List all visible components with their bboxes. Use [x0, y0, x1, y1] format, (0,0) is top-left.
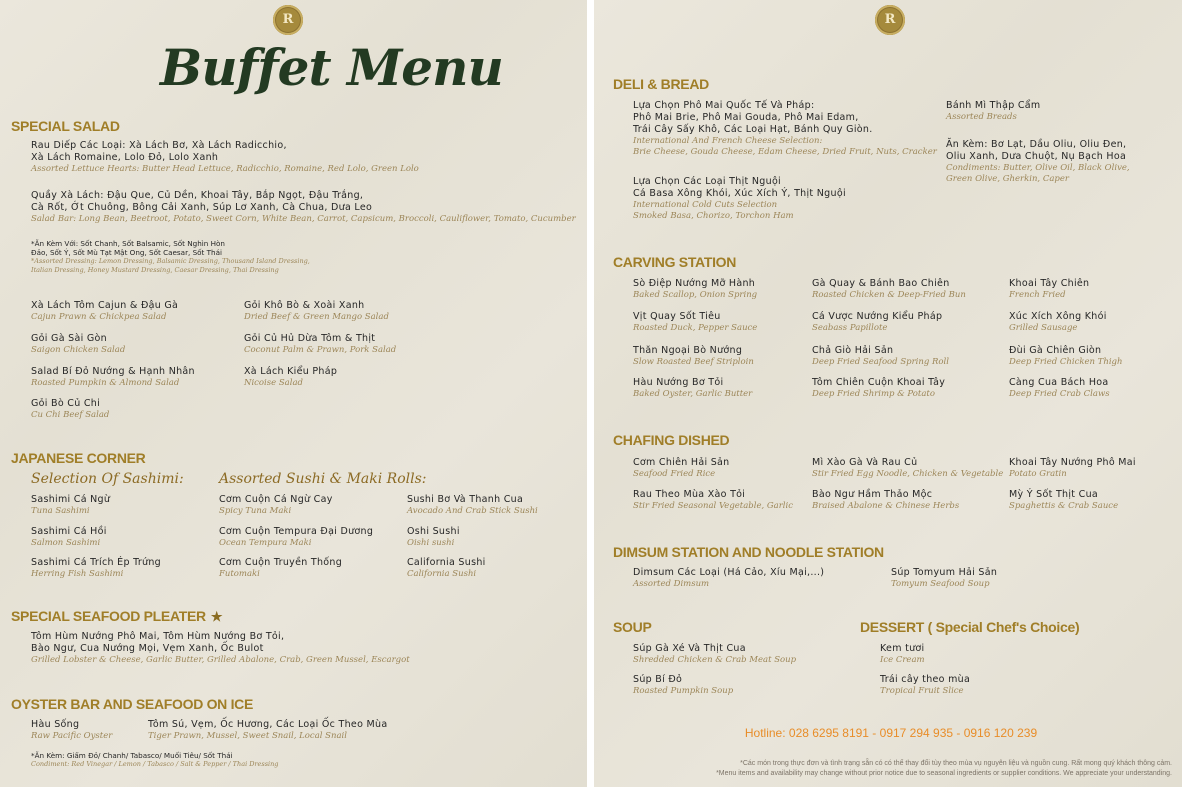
- subheading-sashimi: Selection Of Sashimi:: [31, 471, 184, 487]
- item-name: Lựa Chọn Các Loại Thịt Nguội Cá Basa Xông Khói, Xúc Xích Ý, Thịt Nguội: [633, 176, 846, 199]
- item-english: Roasted Chicken & Deep-Fried Bun: [812, 290, 966, 300]
- item-name: Rau Theo Mùa Xào Tỏi: [633, 489, 746, 500]
- menu-page-right: [594, 0, 1182, 787]
- item-english: Nicoise Salad: [244, 378, 303, 388]
- menu-item: [812, 457, 1003, 480]
- item-english: French Fried: [1009, 290, 1066, 300]
- item-name: Salad Bí Đỏ Nướng & Hạnh Nhân: [31, 366, 195, 377]
- item-english: Spaghettis & Crab Sauce: [1009, 501, 1119, 511]
- menu-item: [812, 489, 959, 512]
- salad-group-dressing: [31, 239, 310, 274]
- item-name: Sashimi Cá Hồi: [31, 526, 107, 537]
- menu-item: [31, 333, 125, 356]
- item-english: Cu Chi Beef Salad: [31, 410, 110, 420]
- menu-item: [633, 377, 752, 400]
- item-english: Salmon Sashimi: [31, 538, 101, 548]
- menu-item: [31, 366, 195, 389]
- menu-item: [812, 377, 945, 400]
- item-name: Kem tươi: [880, 643, 925, 654]
- item-english: Condiment: Red Vinegar / Lemon / Tabasco / Salt & Pepper / Thai Dressing: [31, 760, 279, 768]
- item-name: Sashimi Cá Ngừ: [31, 494, 111, 505]
- item-english: Dried Beef & Green Mango Salad: [244, 312, 389, 322]
- menu-item: [880, 643, 925, 666]
- menu-item: [946, 139, 1130, 185]
- item-english: International And French Cheese Selection: Brie Cheese, Gouda Cheese, Edam Cheese, Dried Fruit, Nuts, Cracker: [633, 136, 937, 157]
- item-name: Chả Giò Hải Sản: [812, 345, 894, 356]
- item-name: Súp Bí Đỏ: [633, 674, 683, 685]
- restaurant-logo: R: [875, 5, 905, 35]
- menu-item: [633, 100, 937, 158]
- section-heading-seafood-pleater: [11, 607, 222, 626]
- item-english: Cajun Prawn & Chickpea Salad: [31, 312, 167, 322]
- menu-item: [633, 643, 796, 666]
- menu-item: [148, 719, 387, 742]
- item-name: Bào Ngư Hầm Thảo Mộc: [812, 489, 933, 500]
- item-name: Cơm Cuộn Truyền Thống: [219, 557, 343, 568]
- item-name: Vịt Quay Sốt Tiêu: [633, 311, 721, 322]
- item-english: Tuna Sashimi: [31, 506, 90, 516]
- item-english: Condiments: Butter, Olive Oil, Black Olive, Green Olive, Gherkin, Caper: [946, 163, 1130, 184]
- item-name: Khoai Tây Nướng Phô Mai: [1009, 457, 1136, 468]
- item-name: Súp Gà Xé Và Thịt Cua: [633, 643, 746, 654]
- item-english: Grilled Sausage: [1009, 323, 1078, 333]
- item-name: Gỏi Bò Củ Chi: [31, 398, 101, 409]
- item-english: Tiger Prawn, Mussel, Sweet Snail, Local Snail: [148, 731, 347, 741]
- item-english: California Sushi: [407, 569, 477, 579]
- item-english: Saigon Chicken Salad: [31, 345, 126, 355]
- section-heading-text: SPECIAL SEAFOOD PLEATER: [11, 608, 206, 624]
- item-name: Quầy Xà Lách: Đậu Que, Củ Dền, Khoai Tây, Bắp Ngọt, Đậu Trắng, Cà Rốt, Ớt Chuông, Bông Cải Xanh, Súp Lơ Xanh, Cà Chua, Dưa Leo: [31, 190, 373, 213]
- menu-item: [891, 567, 997, 590]
- item-english: Raw Pacific Oyster: [31, 731, 113, 741]
- item-name: Oshi Sushi: [407, 526, 460, 537]
- salad-group-salad-bar: [31, 190, 576, 225]
- item-english: Potato Gratin: [1009, 469, 1067, 479]
- item-name: *Ăn Kèm Với: Sốt Chanh, Sốt Balsamic, Sốt Nghìn Hòn Đảo, Sốt Ý, Sốt Mù Tạt Mật Ong, Sốt Caesar, Sốt Thái: [31, 239, 225, 257]
- section-heading-chafing-dished: CHAFING DISHED: [613, 432, 730, 448]
- item-name: Trái cây theo mùa: [880, 674, 971, 685]
- item-english: Assorted Breads: [946, 112, 1017, 122]
- item-english: Grilled Lobster & Cheese, Garlic Butter, Grilled Abalone, Crab, Green Mussel, Escargot: [31, 655, 410, 665]
- subheading-sushi-maki: Assorted Sushi & Maki Rolls:: [219, 471, 427, 487]
- item-name: Ăn Kèm: Bơ Lạt, Dầu Oliu, Oliu Đen, Oliu Xanh, Dưa Chuột, Nụ Bạch Hoa: [946, 139, 1127, 162]
- item-name: Gỏi Củ Hủ Dừa Tôm & Thịt: [244, 333, 376, 344]
- section-heading-carving-station: CARVING STATION: [613, 254, 737, 270]
- menu-item: [407, 557, 486, 580]
- menu-item: [633, 457, 730, 480]
- item-name: Cơm Chiên Hải Sản: [633, 457, 730, 468]
- item-name: Lựa Chọn Phô Mai Quốc Tế Và Pháp: Phô Mai Brie, Phô Mai Gouda, Phô Mai Edam, Trái Cây Sấy Khô, Các Loại Hạt, Bánh Quy Giòn.: [633, 100, 873, 135]
- item-name: Tôm Chiên Cuộn Khoai Tây: [812, 377, 946, 388]
- menu-item: [1009, 278, 1089, 301]
- menu-title: Buffet Menu: [160, 38, 503, 97]
- menu-item: [244, 366, 337, 389]
- menu-item: [633, 278, 757, 301]
- menu-item: [219, 557, 342, 580]
- section-heading-deli-bread: DELI & BREAD: [613, 76, 709, 92]
- item-name: Bánh Mì Thập Cẩm: [946, 100, 1041, 111]
- item-name: Hàu Sống: [31, 719, 80, 730]
- menu-item: [219, 494, 333, 517]
- item-name: Gỏi Khô Bò & Xoài Xanh: [244, 300, 365, 311]
- section-heading-dessert: DESSERT ( Special Chef's Choice): [860, 619, 1080, 635]
- menu-page-left: [0, 0, 587, 787]
- item-name: Gà Quay & Bánh Bao Chiên: [812, 278, 950, 289]
- menu-item: [1009, 311, 1107, 334]
- item-name: Rau Diếp Các Loại: Xà Lách Bơ, Xà Lách Radicchio, Xà Lách Romaine, Lolo Đỏ, Lolo Xanh: [31, 140, 287, 163]
- item-name: Sashimi Cá Trích Ép Trứng: [31, 557, 162, 568]
- hotline: Hotline: 028 6295 8191 - 0917 294 935 - 0916 120 239: [744, 726, 1038, 740]
- item-english: Ice Cream: [880, 655, 925, 665]
- item-english: Slow Roasted Beef Striploin: [633, 357, 754, 367]
- section-heading-soup: SOUP: [613, 619, 652, 635]
- item-english: Braised Abalone & Chinese Herbs: [812, 501, 960, 511]
- seafood-pleater-item: [31, 631, 410, 666]
- item-english: Baked Scallop, Onion Spring: [633, 290, 758, 300]
- item-name: *Ăn Kèm: Giấm Đỏ/ Chanh/ Tabasco/ Muối Tiêu/ Sốt Thái: [31, 751, 233, 760]
- menu-item: [31, 719, 112, 742]
- item-english: Seafood Fried Rice: [633, 469, 716, 479]
- menu-item: [812, 311, 942, 334]
- menu-item: [1009, 345, 1122, 368]
- item-name: Mỳ Ý Sốt Thịt Cua: [1009, 489, 1099, 500]
- item-english: Assorted Dimsum: [633, 579, 710, 589]
- item-name: Mì Xào Gà Và Rau Củ: [812, 457, 918, 468]
- item-name: Tôm Sú, Vẹm, Ốc Hương, Các Loại Ốc Theo Mùa: [148, 719, 388, 730]
- menu-item: [633, 176, 846, 222]
- item-english: Coconut Palm & Prawn, Pork Salad: [244, 345, 397, 355]
- item-name: Xà Lách Kiểu Pháp: [244, 366, 338, 377]
- item-english: Roasted Pumpkin Soup: [633, 686, 734, 696]
- section-heading-japanese-corner: JAPANESE CORNER: [11, 450, 146, 466]
- item-english: Salad Bar: Long Bean, Beetroot, Potato, Sweet Corn, White Bean, Carrot, Capsicum, Broccoli, Cauliflower, Tomato, Cucumber: [31, 214, 576, 224]
- menu-item: [219, 526, 373, 549]
- item-english: Tomyum Seafood Soup: [891, 579, 990, 589]
- menu-item: [812, 345, 949, 368]
- menu-item: [812, 278, 966, 301]
- item-name: Cơm Cuộn Cá Ngừ Cay: [219, 494, 333, 505]
- item-english: Stir Fried Seasonal Vegetable, Garlic: [633, 501, 793, 511]
- menu-item: [633, 489, 793, 512]
- item-english: Herring Fish Sashimi: [31, 569, 124, 579]
- menu-item: [407, 494, 538, 517]
- menu-item: [633, 674, 733, 697]
- salad-group-lettuce: [31, 140, 419, 175]
- section-heading-oyster-bar: OYSTER BAR AND SEAFOOD ON ICE: [11, 696, 254, 712]
- item-name: Tôm Hùm Nướng Phô Mai, Tôm Hùm Nướng Bơ Tỏi, Bào Ngư, Cua Nướng Mọi, Vẹm Xanh, Ốc Bulot: [31, 631, 285, 654]
- section-heading-special-salad: SPECIAL SALAD: [11, 118, 120, 134]
- menu-item: [1009, 377, 1110, 400]
- availability-note-english: *Menu items and availability may change without prior notice due to seasonal ingredients or supplier conditions. We appreciate your understanding.: [716, 770, 1172, 777]
- item-english: Baked Oyster, Garlic Butter: [633, 389, 753, 399]
- item-name: Khoai Tây Chiên: [1009, 278, 1090, 289]
- item-name: Cá Vược Nướng Kiểu Pháp: [812, 311, 943, 322]
- menu-item: [1009, 489, 1118, 512]
- item-name: Sò Điệp Nướng Mỡ Hành: [633, 278, 756, 289]
- restaurant-logo: R: [273, 5, 303, 35]
- menu-item: [407, 526, 460, 549]
- item-english: Deep Fried Chicken Thigh: [1009, 357, 1123, 367]
- menu-item: [880, 674, 970, 697]
- item-name: Xúc Xích Xông Khói: [1009, 311, 1107, 322]
- item-english: Spicy Tuna Maki: [219, 506, 292, 516]
- section-heading-dimsum-noodle: DIMSUM STATION AND NOODLE STATION: [613, 544, 884, 560]
- item-name: Cơm Cuộn Tempura Đại Dương: [219, 526, 374, 537]
- item-name: Càng Cua Bách Hoa: [1009, 377, 1109, 388]
- item-english: Avocado And Crab Stick Sushi: [407, 506, 538, 516]
- item-english: Deep Fried Crab Claws: [1009, 389, 1110, 399]
- item-english: Shredded Chicken & Crab Meat Soup: [633, 655, 797, 665]
- menu-item: [946, 100, 1040, 123]
- item-name: Gỏi Gà Sài Gòn: [31, 333, 107, 344]
- item-name: Sushi Bơ Và Thanh Cua: [407, 494, 524, 505]
- item-english: Deep Fried Seafood Spring Roll: [812, 357, 949, 367]
- item-english: International Cold Cuts Selection Smoked Basa, Chorizo, Torchon Ham: [633, 200, 794, 221]
- menu-item: [1009, 457, 1136, 480]
- item-english: Ocean Tempura Maki: [219, 538, 312, 548]
- item-name: Súp Tomyum Hải Sản: [891, 567, 998, 578]
- item-english: Deep Fried Shrimp & Potato: [812, 389, 935, 399]
- menu-item: [31, 557, 161, 580]
- item-english: Roasted Pumpkin & Almond Salad: [31, 378, 180, 388]
- item-name: Hàu Nướng Bơ Tỏi: [633, 377, 724, 388]
- menu-item: [31, 494, 110, 517]
- star-icon: ★: [210, 609, 223, 624]
- menu-item: [244, 333, 396, 356]
- item-english: *Assorted Dressing: Lemon Dressing, Balsamic Dressing, Thousand Island Dressing, Italian Dressing, Honey Mustard Dressing, Caesar Dressing, Thai Dressing: [31, 257, 310, 274]
- item-english: Roasted Duck, Pepper Sauce: [633, 323, 758, 333]
- item-english: Stir Fried Egg Noodle, Chicken & Vegetable: [812, 469, 1004, 479]
- item-english: Assorted Lettuce Hearts: Butter Head Lettuce, Radicchio, Romaine, Red Lolo, Green Lolo: [31, 164, 419, 174]
- item-name: Đùi Gà Chiên Giòn: [1009, 345, 1102, 356]
- menu-item: [244, 300, 389, 323]
- item-name: Dimsum Các Loại (Há Cảo, Xíu Mại,...): [633, 567, 825, 578]
- menu-item: [31, 398, 109, 421]
- item-name: Thăn Ngoại Bò Nướng: [633, 345, 743, 356]
- menu-item: [633, 311, 757, 334]
- menu-item: [633, 345, 754, 368]
- item-english: Tropical Fruit Slice: [880, 686, 964, 696]
- item-name: Xà Lách Tôm Cajun & Đậu Gà: [31, 300, 179, 311]
- menu-item: [31, 526, 107, 549]
- oyster-condiment: [31, 751, 278, 769]
- item-english: Oishi sushi: [407, 538, 455, 548]
- item-english: Futomaki: [219, 569, 260, 579]
- menu-item: [31, 300, 178, 323]
- availability-note-vietnamese: *Các món trong thực đơn và tình trạng sẵn có có thể thay đổi tùy theo mùa vụ nguyên liệu và nguồn cung. Rất mong quý khách thông cảm.: [740, 760, 1172, 767]
- item-english: Seabass Papillote: [812, 323, 888, 333]
- item-name: California Sushi: [407, 557, 486, 568]
- menu-item: [633, 567, 824, 590]
